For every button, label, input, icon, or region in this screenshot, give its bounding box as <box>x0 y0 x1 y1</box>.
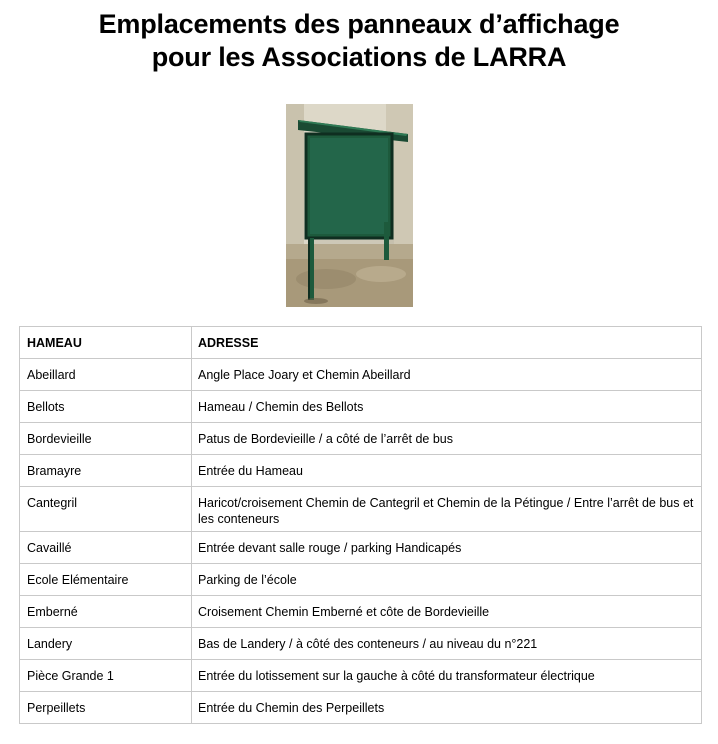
hameau-cell: Perpeillets <box>20 692 192 724</box>
adresse-cell: Croisement Chemin Emberné et côte de Bordevieille <box>192 596 702 628</box>
adresse-cell: Hameau / Chemin des Bellots <box>192 391 702 423</box>
page-title-line-2: pour les Associations de LARRA <box>151 42 567 72</box>
table-header-row <box>20 327 702 359</box>
adresse-cell: Entrée du lotissement sur la gauche à côté du transformateur électrique <box>192 660 702 692</box>
adresse-cell: Haricot/croisement Chemin de Cantegril et Chemin de la Pétingue / Entre l’arrêt de bus et les conteneurs <box>192 487 702 532</box>
table-row <box>20 628 702 660</box>
table-row <box>20 359 702 391</box>
adresse-cell: Parking de l’école <box>192 564 702 596</box>
hameau-cell: Cavaillé <box>20 532 192 564</box>
adresse-cell: Entrée du Hameau <box>192 455 702 487</box>
table-row <box>20 692 702 724</box>
column-header-hameau: HAMEAU <box>20 327 192 359</box>
table-row <box>20 455 702 487</box>
locations-table <box>19 326 701 724</box>
table-row <box>20 660 702 692</box>
adresse-cell: Entrée devant salle rouge / parking Handicapés <box>192 532 702 564</box>
table-row <box>20 564 702 596</box>
hameau-cell: Abeillard <box>20 359 192 391</box>
hameau-cell: Pièce Grande 1 <box>20 660 192 692</box>
column-header-adresse: ADRESSE <box>192 327 702 359</box>
page-title-line-1: Emplacements des panneaux d’affichage <box>98 9 620 39</box>
hameau-cell: Bramayre <box>20 455 192 487</box>
locations-table-grid <box>19 326 702 724</box>
table-row <box>20 423 702 455</box>
table-row <box>20 487 702 532</box>
hameau-cell: Ecole Elémentaire <box>20 564 192 596</box>
hameau-cell: Cantegril <box>20 487 192 532</box>
adresse-cell: Angle Place Joary et Chemin Abeillard <box>192 359 702 391</box>
table-row <box>20 391 702 423</box>
page-title <box>0 8 718 74</box>
adresse-cell: Bas de Landery / à côté des conteneurs / au niveau du n°221 <box>192 628 702 660</box>
hameau-cell: Emberné <box>20 596 192 628</box>
hameau-cell: Bellots <box>20 391 192 423</box>
table-row <box>20 596 702 628</box>
table-row <box>20 532 702 564</box>
adresse-cell: Patus de Bordevieille / a côté de l’arrêt de bus <box>192 423 702 455</box>
green-notice-board-image <box>286 104 413 307</box>
adresse-cell: Entrée du Chemin des Perpeillets <box>192 692 702 724</box>
hameau-cell: Bordevieille <box>20 423 192 455</box>
notice-board-photo <box>286 104 413 307</box>
hameau-cell: Landery <box>20 628 192 660</box>
